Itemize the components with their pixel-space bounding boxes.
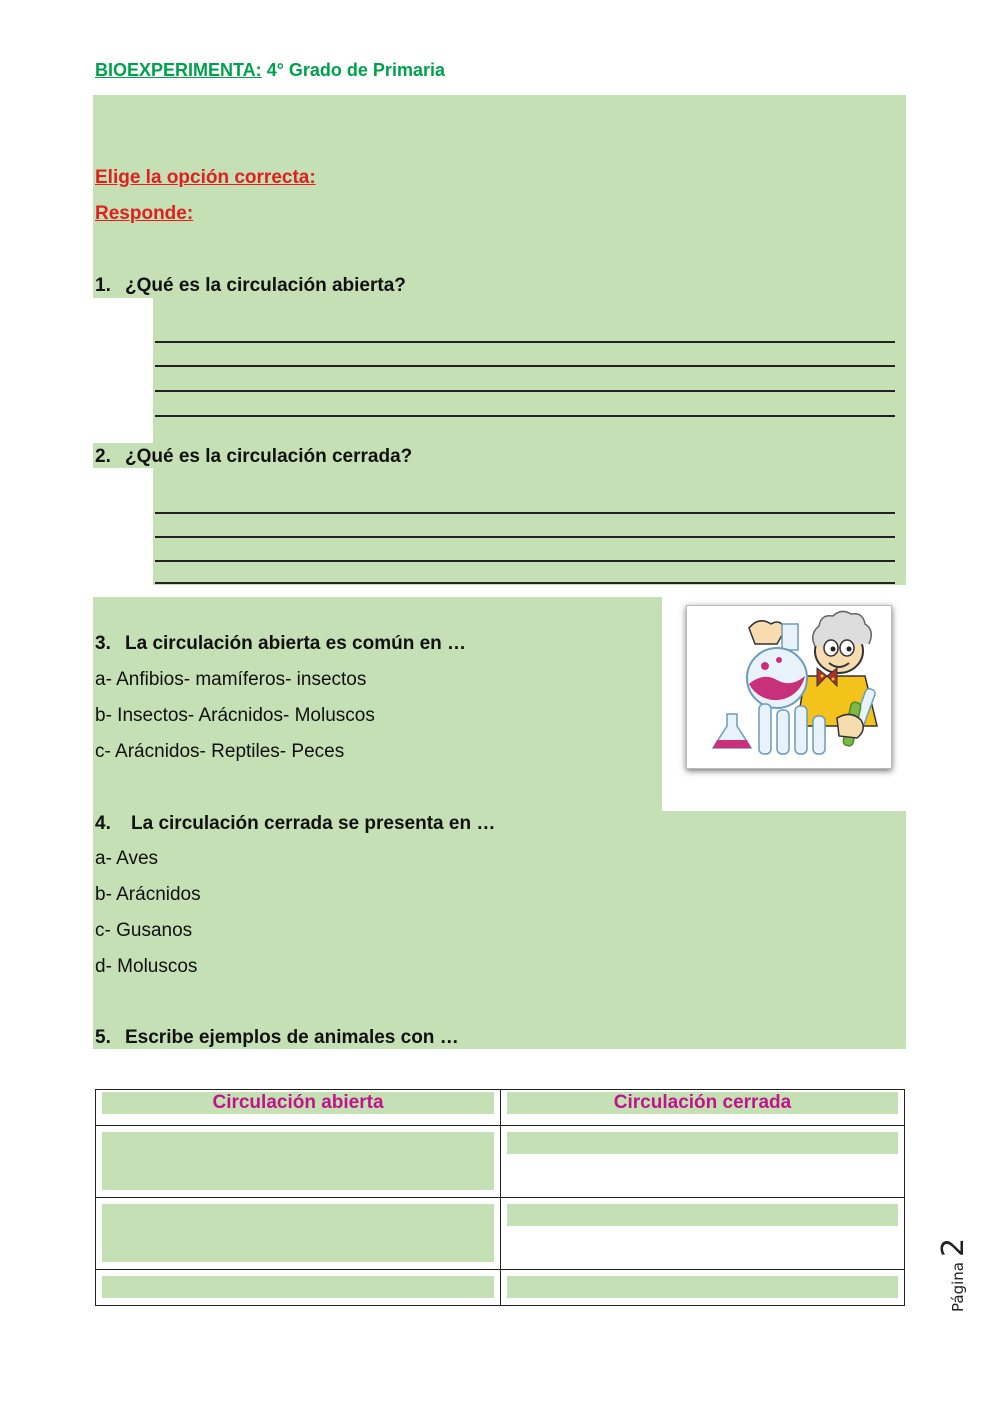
option-4c[interactable]: c- Gusanos [95, 920, 193, 941]
answer-cell[interactable] [501, 1198, 905, 1270]
table-row [96, 1198, 905, 1270]
table-header-cell [501, 1090, 905, 1126]
answer-line[interactable] [155, 582, 895, 584]
question-number: 2. [95, 446, 111, 467]
option-3a[interactable]: a- Anfibios- mamíferos- insectos [95, 669, 367, 690]
question-text: La circulación abierta es común en … [125, 633, 467, 654]
answer-line[interactable] [155, 390, 895, 392]
question-3 [95, 633, 466, 655]
answer-line[interactable] [155, 536, 895, 538]
answer-line[interactable] [155, 560, 895, 562]
header-closed-circulation: Circulación cerrada [507, 1092, 898, 1114]
question-text: Escribe ejemplos de animales con … [125, 1027, 459, 1048]
question-number: 3. [95, 633, 111, 654]
answer-line[interactable] [155, 341, 895, 343]
instruction-choose: Elige la opción correcta: [95, 167, 316, 188]
page-label: Página [949, 1262, 967, 1312]
table-row [96, 1270, 905, 1306]
answer-cell[interactable] [501, 1270, 905, 1306]
option-3c[interactable]: c- Arácnidos- Reptiles- Peces [95, 741, 345, 762]
worksheet-header [95, 60, 445, 81]
answer-cell[interactable] [96, 1198, 501, 1270]
question-text: La circulación cerrada se presenta en … [131, 813, 496, 834]
answer-line[interactable] [155, 512, 895, 514]
option-4d[interactable]: d- Moluscos [95, 956, 198, 977]
answer-cell[interactable] [501, 1126, 905, 1198]
question-text: ¿Qué es la circulación cerrada? [125, 446, 413, 467]
question-number: 1. [95, 275, 111, 296]
option-4a[interactable]: a- Aves [95, 848, 159, 869]
table-header-row [96, 1090, 905, 1126]
instruction-answer: Responde: [95, 203, 194, 224]
header-title: BIOEXPERIMENTA: [95, 60, 262, 80]
answer-line[interactable] [155, 365, 895, 367]
answer-cell[interactable] [96, 1270, 501, 1306]
header-subtitle: 4° Grado de Primaria [266, 60, 445, 80]
page-number [930, 1237, 971, 1315]
option-3b[interactable]: b- Insectos- Arácnidos- Moluscos [95, 705, 375, 726]
question-5 [95, 1027, 459, 1049]
question-4 [95, 813, 495, 835]
header-open-circulation: Circulación abierta [102, 1092, 494, 1114]
question-number: 4. [95, 813, 111, 834]
answer-line[interactable] [155, 415, 895, 417]
examples-table [95, 1089, 905, 1306]
question-number: 5. [95, 1027, 111, 1048]
page-number-value: 2 [936, 1237, 971, 1257]
answer-cell[interactable] [96, 1126, 501, 1198]
option-4b[interactable]: b- Arácnidos [95, 884, 201, 905]
table-row [96, 1126, 905, 1198]
table-header-cell [96, 1090, 501, 1126]
scientist-illustration [686, 605, 892, 769]
question-text: ¿Qué es la circulación abierta? [125, 275, 406, 296]
section-background-q4 [93, 811, 906, 1049]
question-2 [95, 446, 412, 468]
question-1 [95, 275, 406, 297]
section-background-top [93, 95, 906, 298]
